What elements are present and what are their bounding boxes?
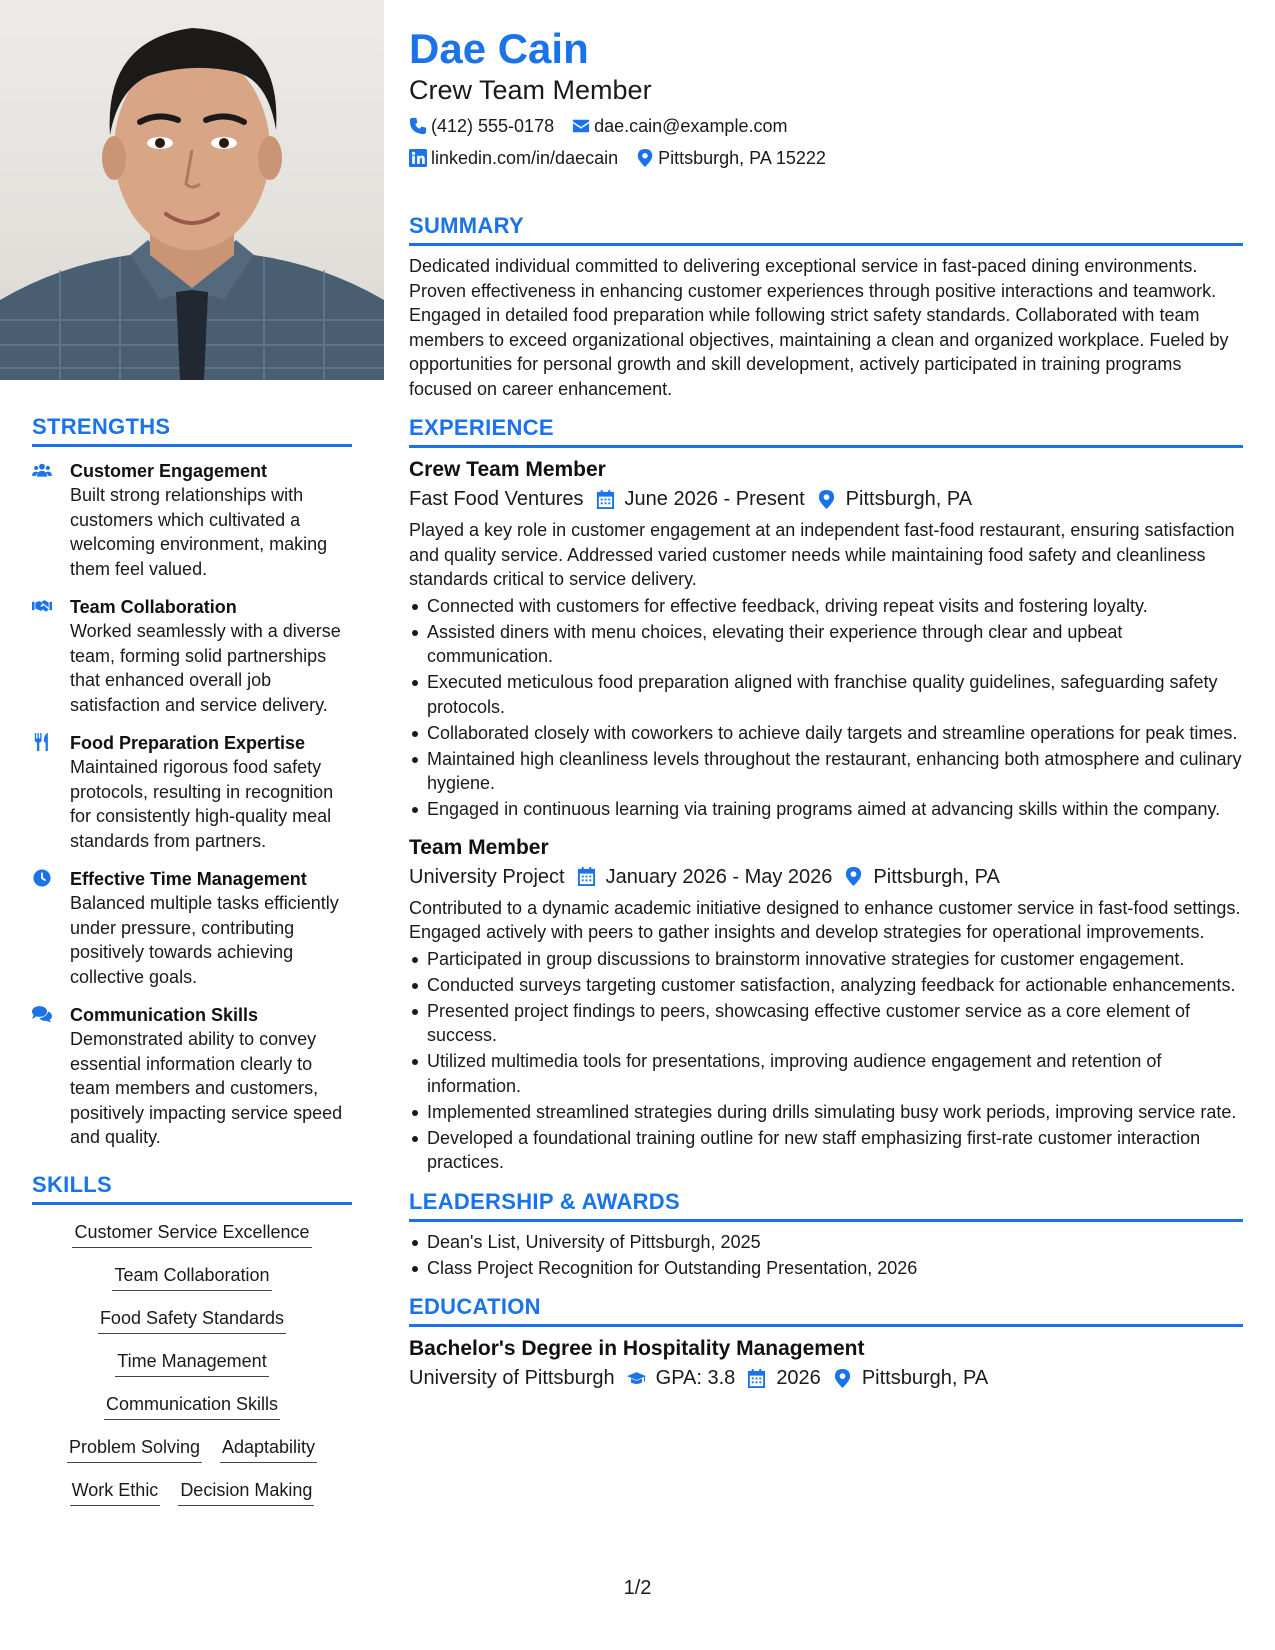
summary-text: Dedicated individual committed to delivering exceptional service in fast-paced dining environments. Proven effectiveness in enhancing customer experiences through positive interactions and teamwork. Engaged in detailed food preparation while following strict safety standards. Collaborated with team members to exceed organizational objectives, maintaining a clean and organized workplace. Fueled by opportunities for personal growth and skill development, actively participated in training programs focused on career enhancement. bbox=[409, 256, 1229, 399]
job-company: Fast Food Ventures bbox=[409, 488, 584, 510]
strength-item bbox=[32, 459, 352, 581]
skill-tag: Work Ethic bbox=[70, 1479, 161, 1506]
linkedin-icon bbox=[409, 149, 427, 167]
strength-desc: Balanced multiple tasks efficiently under pressure, contributing positively towards achieving collective goals. bbox=[70, 893, 339, 987]
job-location: Pittsburgh, PA bbox=[873, 865, 1000, 888]
map-pin-icon bbox=[844, 867, 863, 886]
sidebar bbox=[0, 0, 384, 1650]
education-meta bbox=[409, 1363, 1243, 1393]
list-item: Class Project Recognition for Outstanding Presentation, 2026 bbox=[409, 1256, 1243, 1281]
contact-row bbox=[409, 143, 1243, 173]
list-item: Utilized multimedia tools for presentations, improving audience engagement and retention of information. bbox=[409, 1049, 1243, 1098]
list-item: Collaborated closely with coworkers to achieve daily targets and streamline operations for peak times. bbox=[409, 721, 1243, 746]
job-entry bbox=[409, 456, 1243, 822]
strength-desc: Built strong relationships with customers which cultivated a welcoming environment, making them feel valued. bbox=[70, 485, 328, 579]
portrait-illustration bbox=[0, 0, 384, 380]
phone-contact[interactable] bbox=[409, 111, 554, 141]
calendar-icon bbox=[747, 1369, 766, 1388]
list-item: Conducted surveys targeting customer satisfaction, analyzing feedback for actionable enhancements. bbox=[409, 973, 1243, 998]
job-entry bbox=[409, 834, 1243, 1175]
job-dates: January 2026 - May 2026 bbox=[605, 865, 833, 888]
comments-icon bbox=[32, 1003, 70, 1150]
map-pin-icon bbox=[636, 149, 654, 167]
contact-row bbox=[409, 111, 1243, 141]
users-icon bbox=[32, 459, 70, 581]
job-dates: June 2026 - Present bbox=[624, 488, 805, 510]
phone-icon bbox=[409, 117, 427, 135]
envelope-icon bbox=[572, 117, 590, 135]
skills-list bbox=[32, 1217, 352, 1522]
map-pin-icon bbox=[833, 1369, 852, 1388]
strength-item bbox=[32, 1003, 352, 1150]
skill-tag: Time Management bbox=[115, 1350, 268, 1377]
job-title: Crew Team Member bbox=[409, 458, 606, 481]
skill-tag: Food Safety Standards bbox=[98, 1307, 286, 1334]
job-title: Team Member bbox=[409, 835, 549, 859]
skill-tag: Problem Solving bbox=[67, 1436, 202, 1463]
list-item: Presented project findings to peers, showcasing effective customer service as a core element of success. bbox=[409, 999, 1243, 1048]
strength-desc: Maintained rigorous food safety protocols, resulting in recognition for consistently high-quality meal standards from partners. bbox=[70, 757, 334, 851]
strength-item bbox=[32, 731, 352, 853]
job-meta bbox=[409, 484, 1243, 514]
email-text: dae.cain@example.com bbox=[594, 116, 788, 136]
skill-tag: Decision Making bbox=[178, 1479, 314, 1506]
list-item: Participated in group discussions to brainstorm innovative strategies for customer engagement. bbox=[409, 947, 1243, 972]
profile-photo bbox=[0, 0, 384, 380]
list-item: Engaged in continuous learning via training programs aimed at advancing skills within the company. bbox=[409, 797, 1243, 822]
list-item: Assisted diners with menu choices, elevating their experience through clear and upbeat communication. bbox=[409, 620, 1243, 669]
email-contact[interactable] bbox=[572, 111, 787, 141]
strength-item bbox=[32, 595, 352, 717]
strength-title: Effective Time Management bbox=[70, 869, 307, 889]
school-name: University of Pittsburgh bbox=[409, 1367, 615, 1389]
skills-heading: SKILLS bbox=[32, 1172, 352, 1205]
job-description: Contributed to a dynamic academic initiative designed to enhance customer service in fast-food settings. Engaged actively with peers to gather insights and develop strategies for operational improvements. bbox=[409, 897, 1241, 942]
map-pin-icon bbox=[817, 490, 836, 509]
strength-title: Communication Skills bbox=[70, 1005, 259, 1025]
candidate-role: Crew Team Member bbox=[409, 75, 652, 105]
skill-tag: Team Collaboration bbox=[112, 1264, 271, 1291]
clock-icon bbox=[32, 867, 70, 989]
list-item: Connected with customers for effective feedback, driving repeat visits and fostering loyalty. bbox=[409, 594, 1243, 619]
experience-heading: EXPERIENCE bbox=[409, 415, 1243, 448]
handshake-icon bbox=[32, 595, 70, 717]
graduation-year: 2026 bbox=[776, 1367, 821, 1389]
strength-title: Food Preparation Expertise bbox=[70, 733, 306, 753]
linkedin-text: linkedin.com/in/daecain bbox=[431, 148, 619, 168]
degree-title: Bachelor's Degree in Hospitality Management bbox=[409, 1337, 865, 1360]
page-number: 1/2 bbox=[623, 1577, 652, 1599]
job-meta bbox=[409, 862, 1243, 892]
awards-list bbox=[409, 1230, 1243, 1281]
strength-title: Customer Engagement bbox=[70, 461, 268, 481]
list-item: Developed a foundational training outline for new staff emphasizing first-rate customer interaction practices. bbox=[409, 1126, 1243, 1175]
strength-desc: Demonstrated ability to convey essential information clearly to team members and customers, positively impacting service speed and quality. bbox=[70, 1029, 343, 1147]
education-location: Pittsburgh, PA bbox=[861, 1367, 989, 1389]
list-item: Dean's List, University of Pittsburgh, 2025 bbox=[409, 1230, 1243, 1255]
skill-tag: Customer Service Excellence bbox=[72, 1221, 311, 1248]
candidate-name: Dae Cain bbox=[409, 25, 589, 72]
job-company: University Project bbox=[409, 865, 565, 888]
strength-title: Team Collaboration bbox=[70, 597, 237, 617]
job-description: Played a key role in customer engagement at an independent fast-food restaurant, ensuring satisfaction and quality service. Addressed varied customer needs while maintaining food safety and cleanliness standards critical to service delivery. bbox=[409, 520, 1235, 589]
gpa-text: GPA: 3.8 bbox=[655, 1367, 736, 1389]
strengths-heading: STRENGTHS bbox=[32, 414, 352, 447]
strength-item bbox=[32, 867, 352, 989]
skill-tag: Communication Skills bbox=[104, 1393, 280, 1420]
main-column bbox=[409, 26, 1243, 1393]
job-bullets bbox=[409, 947, 1243, 1175]
education-heading: EDUCATION bbox=[409, 1294, 1243, 1327]
graduation-cap-icon bbox=[627, 1369, 646, 1388]
awards-heading: LEADERSHIP & AWARDS bbox=[409, 1189, 1243, 1222]
list-item: Executed meticulous food preparation aligned with franchise quality guidelines, safeguarding safety protocols. bbox=[409, 670, 1243, 719]
list-item: Maintained high cleanliness levels throughout the restaurant, enhancing both atmosphere and culinary hygiene. bbox=[409, 747, 1243, 796]
summary-heading: SUMMARY bbox=[409, 213, 1243, 246]
linkedin-contact[interactable] bbox=[409, 143, 618, 173]
location-text: Pittsburgh, PA 15222 bbox=[658, 148, 826, 168]
location-contact bbox=[636, 143, 826, 173]
calendar-icon bbox=[596, 490, 615, 509]
strength-desc: Worked seamlessly with a diverse team, forming solid partnerships that enhanced overall job satisfaction and service delivery. bbox=[70, 621, 341, 715]
job-location: Pittsburgh, PA bbox=[845, 488, 973, 510]
list-item: Implemented streamlined strategies during drills simulating busy work periods, improving service rate. bbox=[409, 1100, 1243, 1125]
job-bullets bbox=[409, 594, 1243, 822]
utensils-icon bbox=[32, 731, 70, 853]
phone-text: (412) 555-0178 bbox=[431, 116, 555, 136]
skill-tag: Adaptability bbox=[220, 1436, 317, 1463]
calendar-icon bbox=[577, 867, 596, 886]
